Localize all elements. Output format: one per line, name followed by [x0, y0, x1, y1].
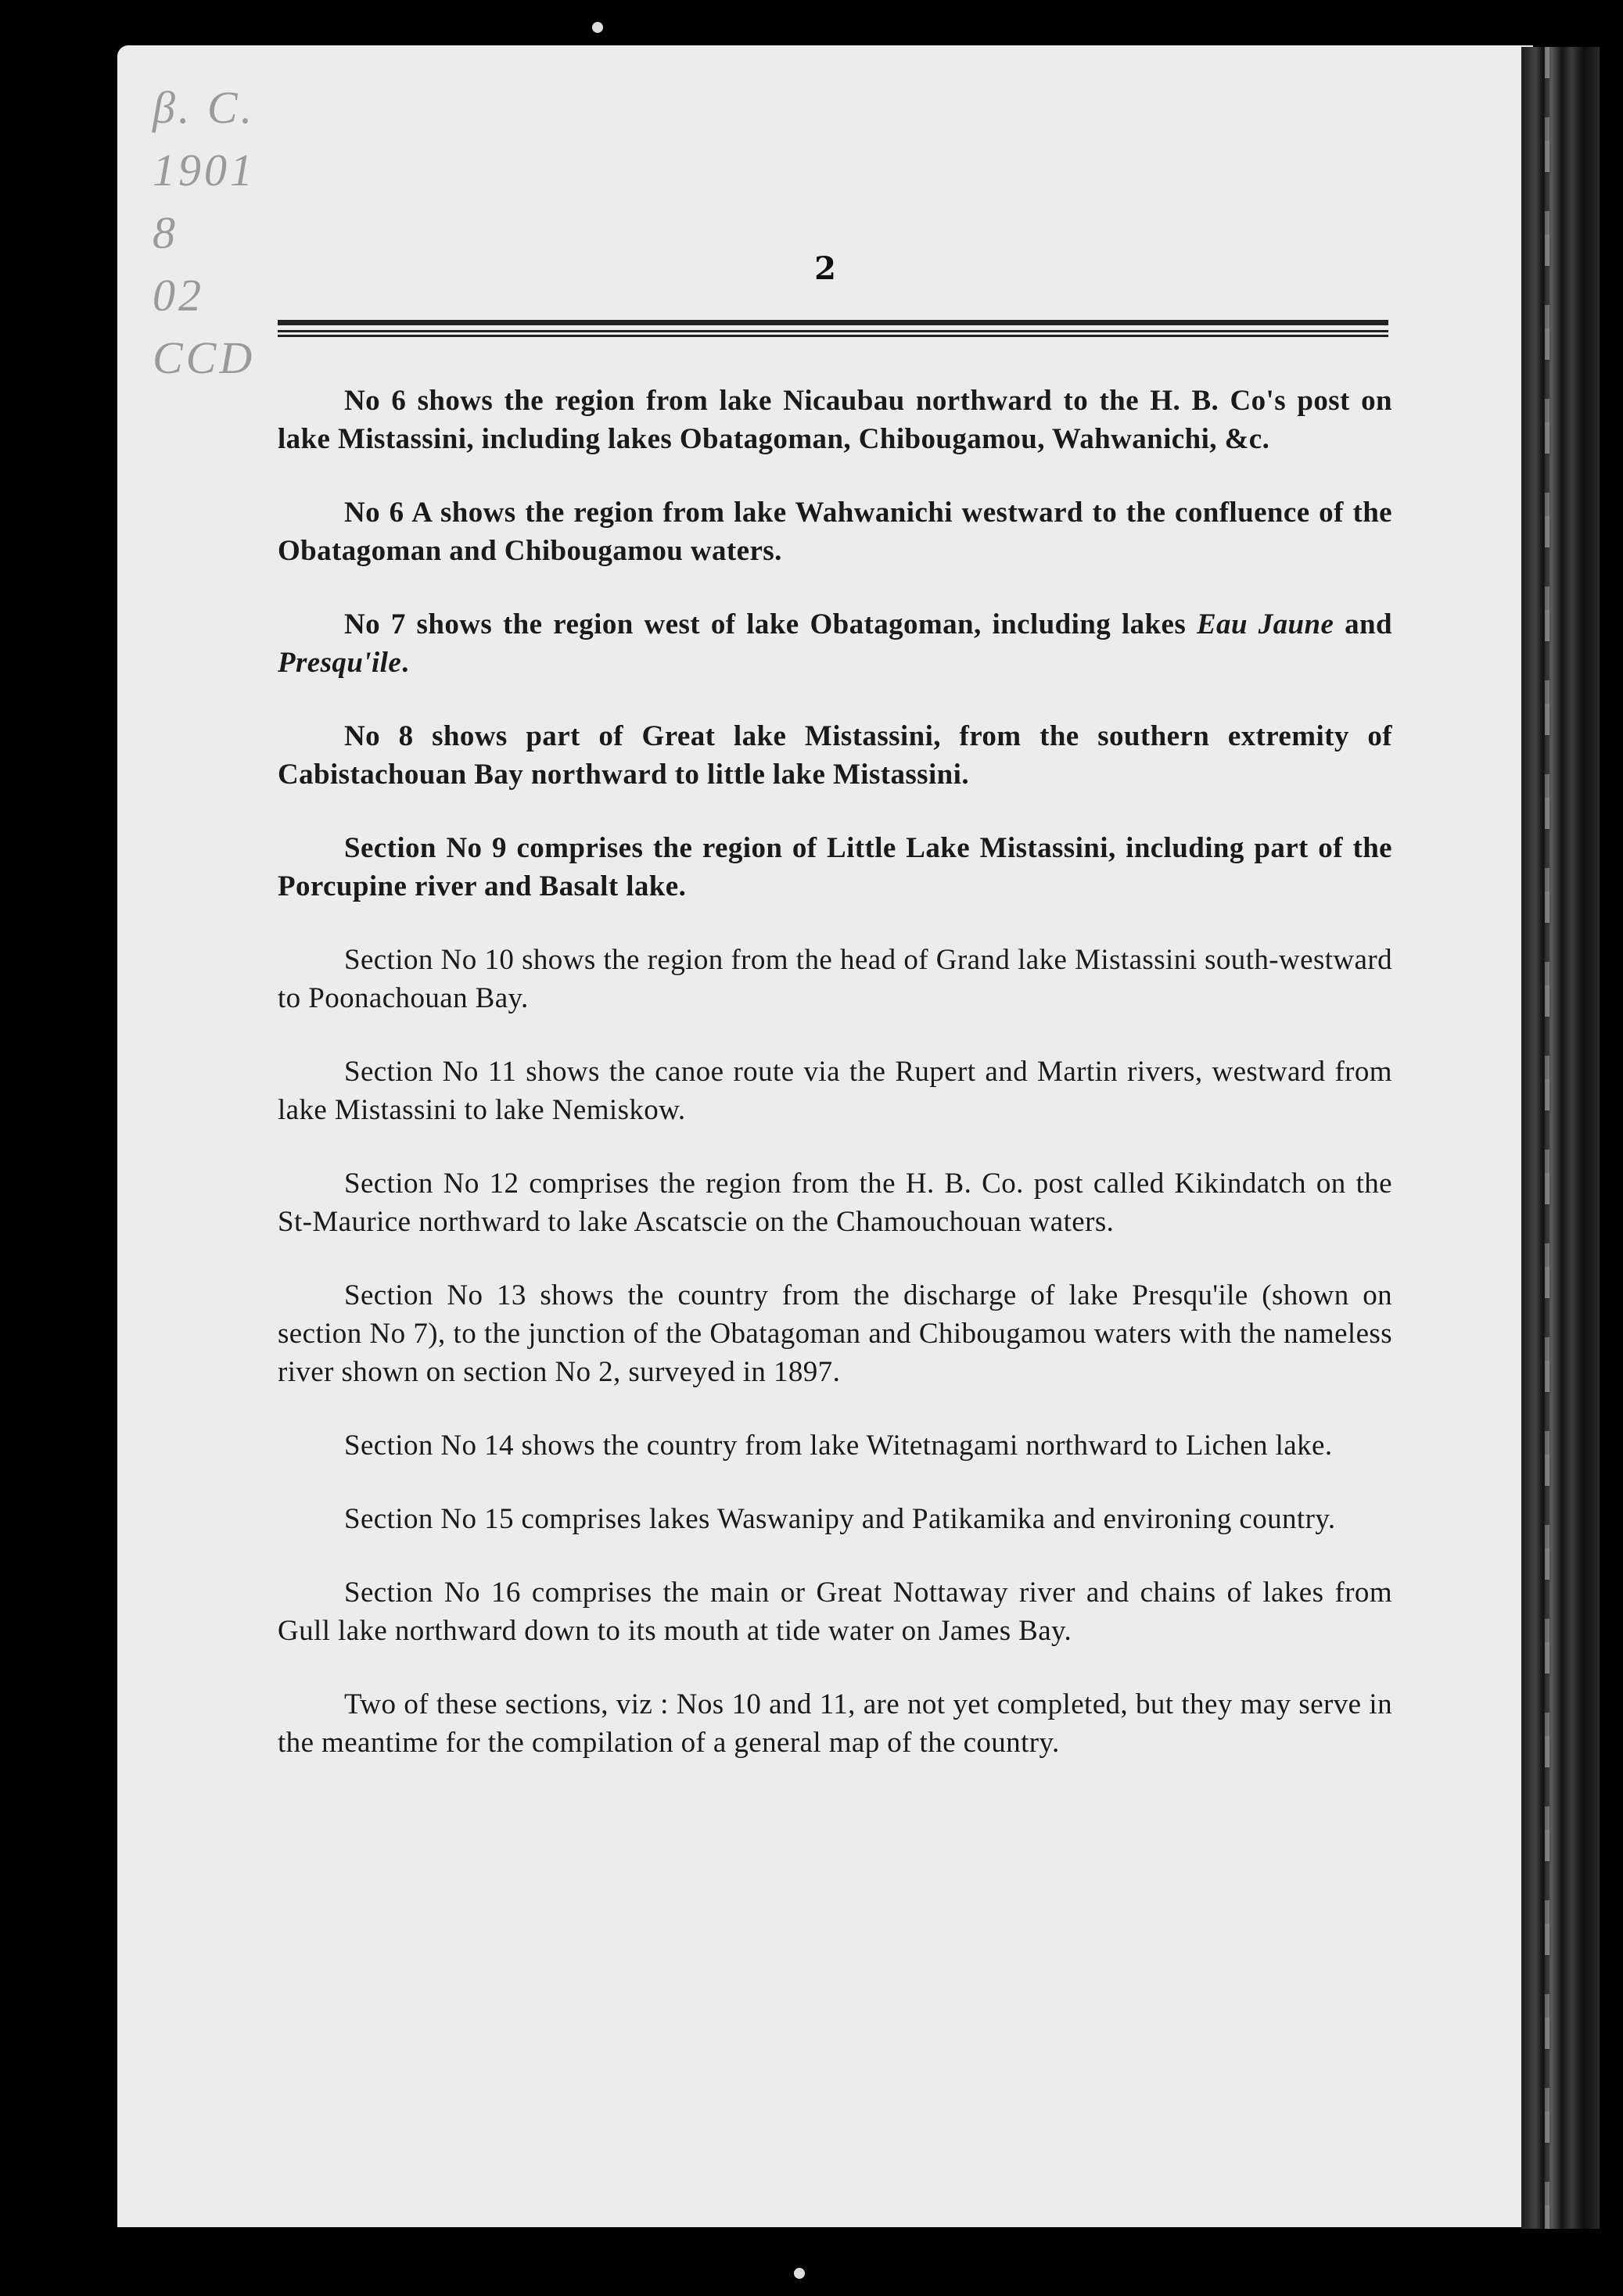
page-number: 2 — [814, 250, 836, 287]
paragraph-section-13: Section No 13 shows the country from the discharge of lake Presqu'ile (shown on section No 7), to the junction of the Obatagoman and Chibougamou waters with the nameless river shown on section No 2, surveyed in 1897. — [278, 1279, 1392, 1388]
paragraph-section-6: No 6 shows the region from lake Nicaubau northward to the H. B. Co's post on lake Mistassini, including lakes Obatagoman, Chibougamou, Wahwanichi, &c. — [278, 385, 1392, 455]
paragraph-section-10: Section No 10 shows the region from the head of Grand lake Mistassini south-westward to Poonachouan Bay. — [278, 944, 1392, 1014]
scan-artifact — [592, 22, 603, 33]
paragraph-section-14: Section No 14 shows the country from lake Witetnagami northward to Lichen lake. — [344, 1430, 1333, 1462]
paragraph-section-12: Section No 12 comprises the region from the H. B. Co. post called Kikindatch on the St-Maurice northward to lake Ascatscie on the Chamouchouan waters. — [278, 1168, 1392, 1238]
document-page — [117, 45, 1533, 2227]
book-binding-edge — [1521, 47, 1600, 2229]
paragraph-section-8: No 8 shows part of Great lake Mistassini, from the southern extremity of Cabistachouan Bay northward to little lake Mistassini. — [278, 720, 1392, 791]
paragraph-section-7: No 7 shows the region west of lake Obatagoman, including lakes Eau Jaune and Presqu'ile. — [278, 608, 1392, 679]
body-text — [278, 382, 1392, 1797]
paragraph-section-11: Section No 11 shows the canoe route via the Rupert and Martin rivers, westward from lake Mistassini to lake Nemiskow. — [278, 1056, 1392, 1126]
double-rule-divider — [278, 320, 1388, 337]
paragraph-closing-note: Two of these sections, viz : Nos 10 and 11, are not yet completed, but they may serve in the meantime for the compilation of a general map of the country. — [278, 1688, 1392, 1759]
paragraph-section-16: Section No 16 comprises the main or Great Nottaway river and chains of lakes from Gull lake northward down to its mouth at tide water on James Bay. — [278, 1577, 1392, 1647]
paragraph-section-9: Section No 9 comprises the region of Little Lake Mistassini, including part of the Porcupine river and Basalt lake. — [278, 832, 1392, 902]
paragraph-section-6a: No 6 A shows the region from lake Wahwanichi westward to the confluence of the Obatagoman and Chibougamou waters. — [278, 497, 1392, 567]
paragraph-section-15: Section No 15 comprises lakes Waswanipy and Patikamika and environing country. — [344, 1503, 1336, 1535]
scan-artifact — [794, 2268, 805, 2279]
handwritten-note: β. C. 1901 8 02 CCD — [153, 82, 256, 383]
